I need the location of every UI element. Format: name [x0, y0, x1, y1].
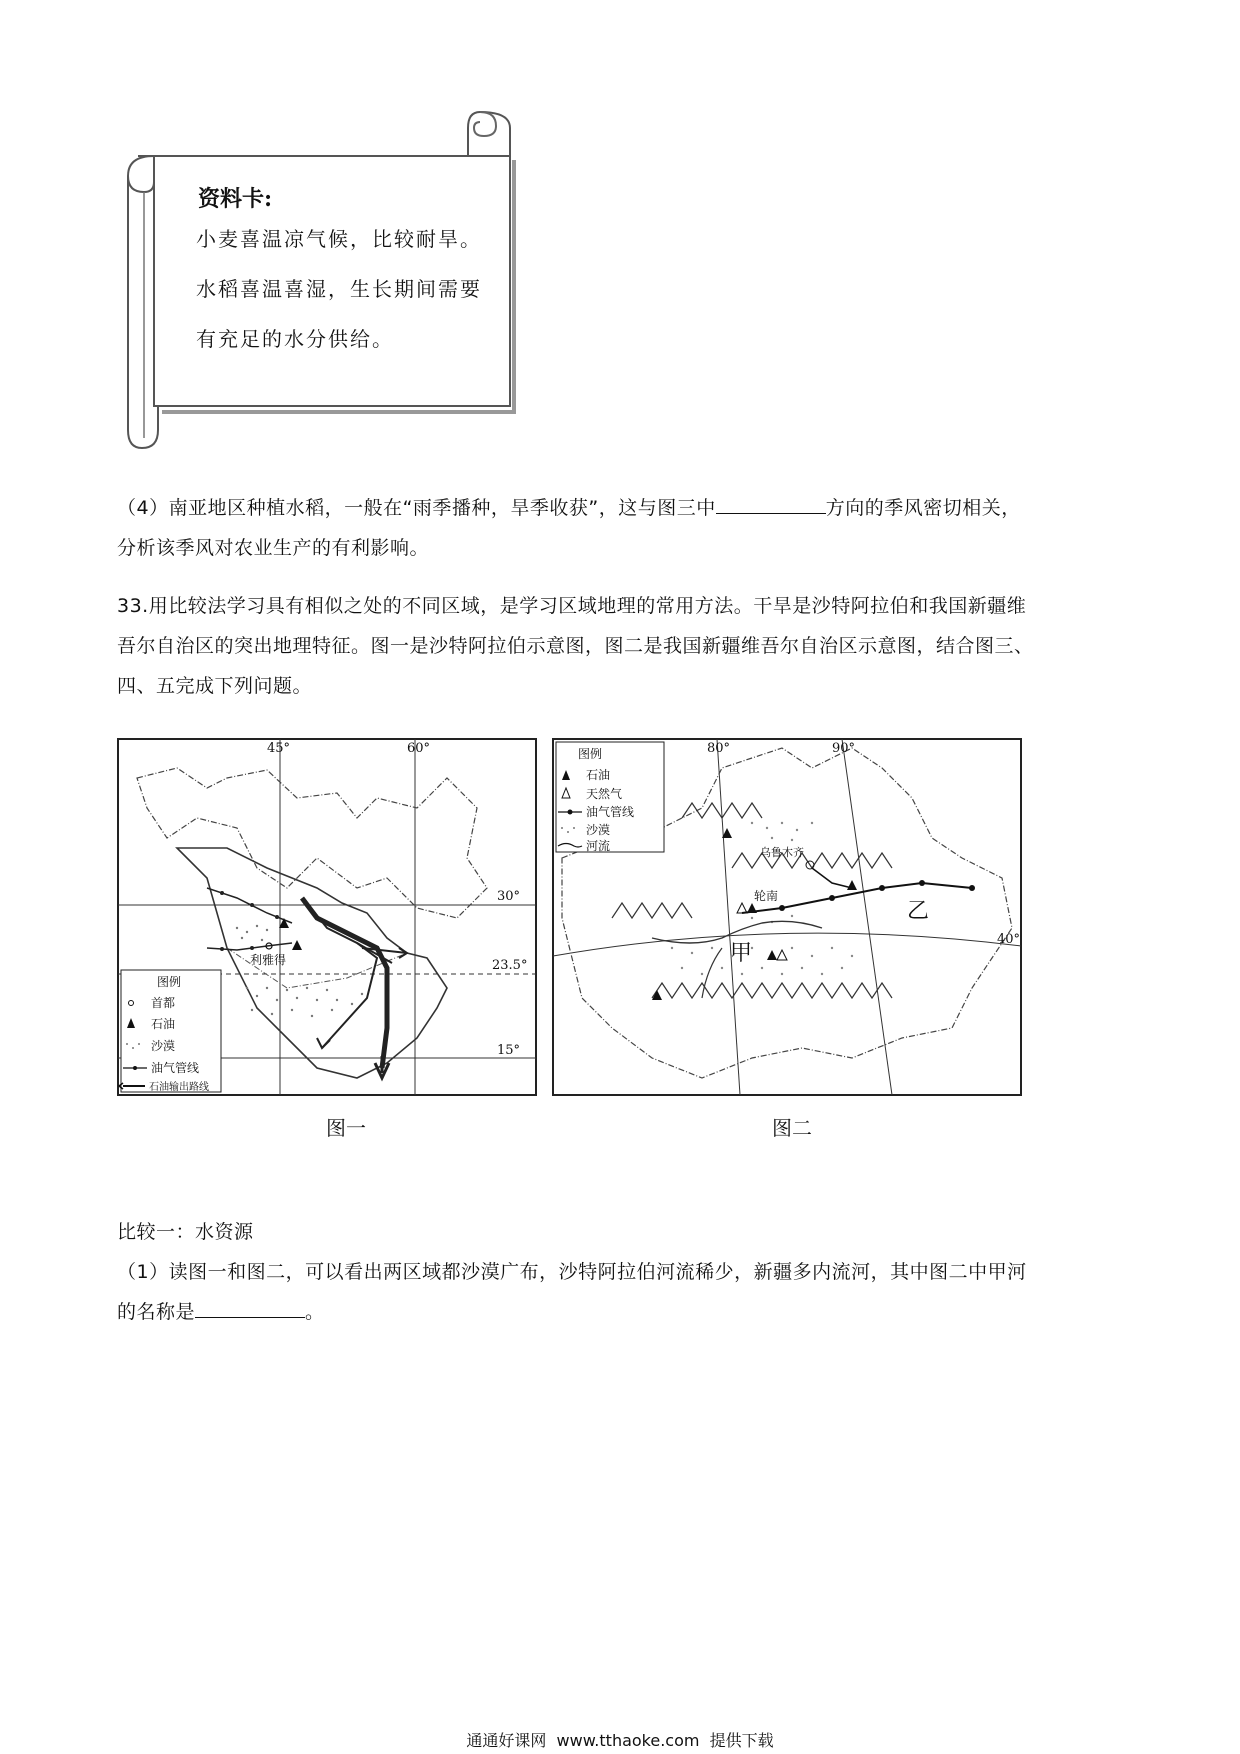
legend-item: 沙漠: [151, 1039, 176, 1053]
lat-label-40: 40°: [997, 932, 1021, 947]
card-title: 资料卡:: [198, 186, 273, 212]
info-card: [118, 108, 518, 458]
card-line: 小麦喜温凉气候，比较耐旱。: [196, 227, 482, 251]
compare-1: [117, 1212, 1157, 1332]
compare-1-q1-line-2: 的名称是 。: [117, 1301, 325, 1323]
question-33-line-3: 四、五完成下列问题。: [117, 675, 313, 697]
question-4-line-2: 分析该季风对农业生产的有利影响。: [117, 537, 430, 559]
legend-item: 石油输出路线: [149, 1082, 209, 1093]
lat-label-30: 30°: [497, 889, 521, 904]
map-1-caption: 图一: [326, 1116, 366, 1140]
city-label: 轮南: [754, 889, 779, 903]
question-4: [117, 488, 1147, 568]
region-label-yi: 乙: [907, 899, 930, 924]
lat-label-15: 15°: [497, 1043, 521, 1058]
legend-item: 油气管线: [151, 1061, 200, 1075]
legend-item: 首都: [151, 996, 176, 1010]
lon-label-60: 60°: [407, 741, 431, 756]
city-label: 利雅得: [250, 953, 287, 967]
lon-label-45: 45°: [267, 741, 291, 756]
region-label-jia: 甲: [730, 941, 753, 966]
city-label: 乌鲁木齐: [760, 846, 804, 859]
lon-label-80: 80°: [707, 741, 731, 756]
legend-item: 石油: [586, 768, 611, 782]
legend-title: 图例: [157, 975, 182, 989]
legend-item: 沙漠: [586, 823, 611, 837]
legend-item: 河流: [586, 839, 611, 853]
legend-title: 图例: [578, 747, 603, 761]
question-4-line-1: （4）南亚地区种植水稻，一般在“雨季播种，旱季收获”，这与图三中 方向的季风密切相关，: [117, 497, 1021, 519]
card-line: 有充足的水分供给。: [196, 327, 394, 351]
map-xinjiang: [552, 738, 1022, 1096]
lon-label-90: 90°: [832, 741, 856, 756]
answer-blank: [716, 495, 826, 514]
map-saudi-arabia: [117, 738, 537, 1096]
compare-1-heading: 比较一：水资源: [117, 1221, 254, 1243]
card-body: [196, 214, 482, 364]
page-footer: 通通好课网 www.tthaoke.com 提供下载: [466, 1731, 774, 1750]
question-33-line-1: 33.用比较法学习具有相似之处的不同区域，是学习区域地理的常用方法。干旱是沙特阿拉伯和我国新疆维: [117, 595, 1027, 617]
legend-item: 天然气: [586, 787, 623, 801]
legend-item: 石油: [151, 1017, 176, 1031]
compare-1-q1-line-1: （1）读图一和图二，可以看出两区域都沙漠广布，沙特阿拉伯河流稀少，新疆多内流河，其中图二中甲河: [117, 1261, 1027, 1283]
lat-label-23-5: 23.5°: [492, 958, 528, 973]
legend-item: 油气管线: [586, 805, 635, 819]
card-line: 水稻喜温喜湿，生长期间需要: [196, 277, 482, 301]
map-2-caption: 图二: [772, 1116, 812, 1140]
question-33: [117, 586, 1157, 706]
answer-blank: [195, 1299, 305, 1318]
question-33-line-2: 吾尔自治区的突出地理特征。图一是沙特阿拉伯示意图，图二是我国新疆维吾尔自治区示意图，结合图三、: [117, 635, 1034, 657]
